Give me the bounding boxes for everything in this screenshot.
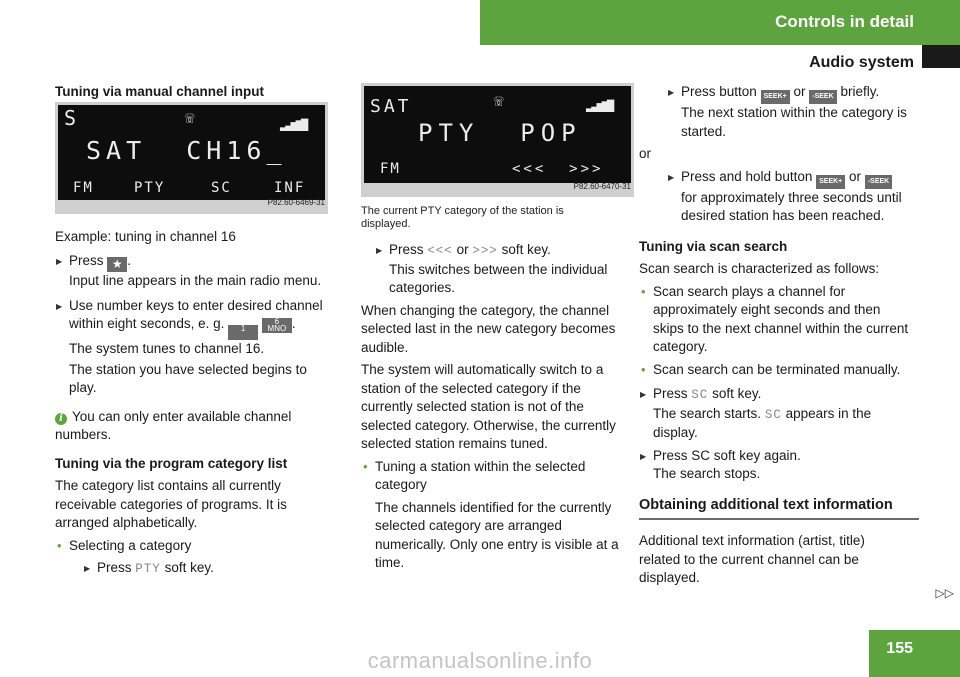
step-enter-channel: ▶ Use number keys to enter desired channel within eight seconds, e. g. 1 6 MNO . The system tunes to channel 16. The station you have selected begins to play.: [55, 297, 335, 398]
step-press-seek: ▶ Press button SEEK+ or -SEEK briefly. The next station within the category is started.: [667, 83, 919, 141]
step-press-star: ▶ Press ★ . Input line appears in the main radio menu.: [55, 252, 335, 291]
info-note: i You can only enter available channel numbers.: [55, 408, 292, 442]
image-code-2: P82.60-6470-31: [573, 181, 631, 191]
section-heading-additional: Obtaining additional text information: [639, 496, 919, 521]
sc-key: SC: [691, 388, 709, 402]
display1-softkey-sc: SC: [211, 179, 232, 196]
signal-icon: ▂▃▅▆▇: [280, 116, 307, 131]
additional-text: Additional text information (artist, title): [639, 533, 865, 548]
step-press-pty: ▶ Press PTY soft key.: [83, 559, 335, 579]
para-auto-switch: The system will automatically switch to a: [361, 362, 604, 377]
number-key-6: 6 MNO: [262, 318, 292, 333]
display2-top: SAT: [370, 96, 412, 117]
seek-plus-key: SEEK+: [761, 90, 790, 104]
display2-fm: FM: [380, 161, 401, 177]
watermark: carmanualsonline.info: [367, 648, 593, 673]
seek-minus-key-2: -SEEK: [865, 175, 892, 189]
heading-scan-search: Tuning via scan search: [639, 238, 788, 254]
or-text: or: [639, 146, 652, 161]
bullet-selecting: • Selecting a category: [55, 537, 335, 556]
step-press-arrows: ▶ Press <<< or >>> soft key. This switches between the individual categories.: [375, 241, 631, 298]
column-2: SAT ☏ ▂▃▅▆▇ PTY POP FM <<< >>> P82.60-6470-31 The current PTY category of the station is displayed. ▶ Press <<< or >>> soft key. This switches between the individual categories. When changing the category, the channel selected last in the new category becomes audible. The system will automatically switch to a station of the selected category if the currently selected station is not of the selected category. Otherwise, the currently selected station remains tuned. • Tuning a station within the selected category The channels identified for the currently selected category are arranged numerically. Only one entry is visible at a time.: [361, 83, 631, 577]
display2-main: PTY POP: [418, 119, 582, 147]
image-code-1: P82.60-6469-31: [267, 198, 325, 207]
display-image-2: [361, 83, 634, 197]
page-subtitle: Audio system: [809, 54, 914, 71]
bullet-tuning-station: • Tuning a station within the selected category The channels identified for the currently selected category are arranged numerically. Only one entry is visible at a time.: [361, 458, 631, 573]
signal-icon-2: ▂▃▅▆▇: [586, 98, 613, 112]
display1-top-left: S: [64, 105, 77, 130]
seek-minus-key: -SEEK: [809, 90, 836, 104]
seek-plus-key-2: SEEK+: [816, 175, 845, 189]
pty-key: PTY: [135, 562, 161, 576]
caption-line-2: displayed.: [361, 218, 411, 230]
display2-arrows: <<< >>>: [512, 161, 604, 177]
scan-intro: Scan search is characterized as follows:: [639, 261, 880, 276]
example-text: Example: tuning in channel 16: [55, 228, 236, 244]
phone-icon: ☏: [185, 107, 195, 127]
para-changing: When changing the category, the channel: [361, 302, 610, 318]
heading-category-list: Tuning via the program category list: [55, 455, 288, 471]
header-marker: [922, 45, 960, 68]
display1-softkey-inf: INF: [274, 179, 306, 196]
display1-softkey-fm: FM: [73, 179, 94, 196]
phone-icon-2: ☏: [494, 91, 504, 110]
info-icon: i: [55, 413, 67, 425]
step-press-sc-again: ▶ Press SC soft key again. The search stops.: [639, 447, 919, 484]
page-number: 155: [886, 640, 913, 657]
step-hold-seek: ▶ Press and hold button SEEK+ or -SEEK for approximately three seconds until desired station has been reached.: [667, 168, 919, 226]
continue-icon: ▷▷: [935, 586, 954, 600]
bullet-scan-plays: • Scan search plays a channel for approximately eight seconds and then skips to the next channel within the current category.: [639, 283, 919, 357]
column-1: Tuning via manual channel input S ☏ ▂▃▅▆▇ SAT CH16_ FM PTY SC INF P82.60-6469-31 Example: tuning in channel 16 ▶ Press ★ . Input line appears in the main radio menu. ▶ Use number keys to enter desired channel within eight seconds, e. g. 1 6 MNO . The system tunes to channel 16. The station you have selected begins to play. i You can only enter available channel numbers. Tuning via the program category list The category list contains all currently receivable categories of programs. It is arranged alphabetically. • Selecting a category ▶ Press PTY soft key.: [55, 83, 335, 579]
category-para: The category list contains all currently: [55, 478, 281, 493]
star-key: ★: [107, 257, 127, 272]
heading-manual-input: Tuning via manual channel input: [55, 84, 265, 99]
bullet-scan-terminate: • Scan search can be terminated manually.: [639, 361, 919, 380]
display1-main: SAT CH16_: [86, 135, 287, 165]
column-3: ▶ Press button SEEK+ or -SEEK briefly. The next station within the category is started. or ▶ Press and hold button SEEK+ or -SEEK for approximately three seconds until desired station has been reached. Tuning via scan search Scan search is characterized as follows: • Scan search plays a channel for approximately eight seconds and then skips to the next channel within the current category. • Scan search can be terminated manually. ▶ Press SC soft key. The search starts. SC appears in the display. ▶ Press SC soft key again. The search stops. Obtaining additional text information Additional text information (artist, title) related to the current channel can be displayed.: [639, 83, 919, 588]
number-key-1: 1: [228, 325, 258, 340]
step-press-sc: ▶ Press SC soft key. The search starts. SC appears in the display.: [639, 385, 919, 443]
display1-softkey-pty: PTY: [134, 179, 166, 196]
section-title: Controls in detail: [775, 12, 914, 31]
caption-line-1: The current PTY category of the station is: [361, 205, 564, 217]
display-image-1: [55, 102, 328, 214]
